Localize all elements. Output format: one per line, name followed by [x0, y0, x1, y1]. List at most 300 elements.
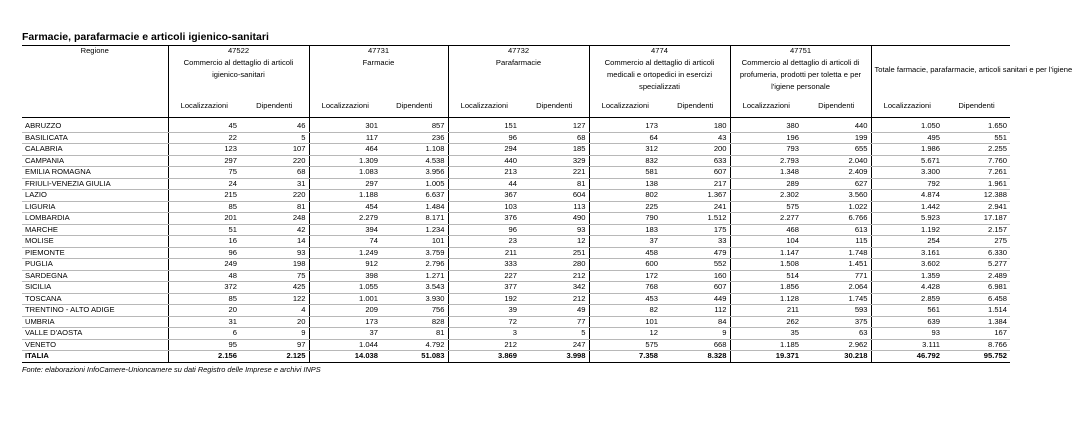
- localizzazioni-cell: 151: [448, 121, 520, 132]
- localizzazioni-cell: 1.128: [730, 293, 802, 305]
- subheader-dipendenti: Dipendenti: [802, 94, 871, 118]
- localizzazioni-cell: 138: [589, 178, 661, 190]
- dipendenti-cell: 212: [520, 270, 589, 282]
- header-row-codes: [22, 46, 1010, 57]
- localizzazioni-cell: 72: [448, 316, 520, 328]
- dipendenti-cell: 175: [661, 224, 730, 236]
- localizzazioni-cell: 575: [589, 339, 661, 351]
- localizzazioni-cell: 39: [448, 305, 520, 317]
- dipendenti-cell: 115: [802, 236, 871, 248]
- region-cell: TRENTINO - ALTO ADIGE: [22, 305, 168, 317]
- localizzazioni-cell: 380: [730, 121, 802, 132]
- localizzazioni-cell: 95: [168, 339, 240, 351]
- localizzazioni-cell: 600: [589, 259, 661, 271]
- dipendenti-cell: 2.796: [381, 259, 448, 271]
- dipendenti-cell: 1.650: [943, 121, 1010, 132]
- dipendenti-cell: 12: [520, 236, 589, 248]
- localizzazioni-cell: 792: [871, 178, 943, 190]
- dipendenti-cell: 241: [661, 201, 730, 213]
- footnote: Fonte: elaborazioni InfoCamere-Unioncamere su dati Registro delle Imprese e archivi INPS: [22, 364, 321, 374]
- dipendenti-cell: 180: [661, 121, 730, 132]
- localizzazioni-cell: 5.671: [871, 155, 943, 167]
- dipendenti-cell: 51.083: [381, 351, 448, 363]
- localizzazioni-cell: 37: [589, 236, 661, 248]
- localizzazioni-cell: 377: [448, 282, 520, 294]
- localizzazioni-cell: 294: [448, 144, 520, 156]
- table-row: [22, 121, 1010, 132]
- dipendenti-cell: 63: [802, 328, 871, 340]
- localizzazioni-cell: 117: [309, 132, 381, 144]
- table-row: [22, 155, 1010, 167]
- localizzazioni-cell: 101: [589, 316, 661, 328]
- subheader-localizzazioni: Localizzazioni: [589, 94, 661, 118]
- dipendenti-cell: 2.941: [943, 201, 1010, 213]
- region-cell: LOMBARDIA: [22, 213, 168, 225]
- dipendenti-cell: 5.277: [943, 259, 1010, 271]
- dipendenti-cell: 4: [240, 305, 309, 317]
- localizzazioni-cell: 289: [730, 178, 802, 190]
- localizzazioni-cell: 2.793: [730, 155, 802, 167]
- region-cell: PUGLIA: [22, 259, 168, 271]
- region-cell: TOSCANA: [22, 293, 168, 305]
- region-cell: BASILICATA: [22, 132, 168, 144]
- dipendenti-cell: 771: [802, 270, 871, 282]
- dipendenti-cell: 1.384: [943, 316, 1010, 328]
- localizzazioni-cell: 1.185: [730, 339, 802, 351]
- localizzazioni-cell: 581: [589, 167, 661, 179]
- localizzazioni-cell: 2.156: [168, 351, 240, 363]
- description-header: Commercio al dettaglio di articoli medicali e ortopedici in esercizi specializzati: [589, 56, 730, 94]
- localizzazioni-cell: 790: [589, 213, 661, 225]
- localizzazioni-cell: 1.192: [871, 224, 943, 236]
- localizzazioni-cell: 1.442: [871, 201, 943, 213]
- localizzazioni-cell: 2.302: [730, 190, 802, 202]
- dipendenti-cell: 101: [381, 236, 448, 248]
- region-cell: CAMPANIA: [22, 155, 168, 167]
- dipendenti-cell: 1.451: [802, 259, 871, 271]
- localizzazioni-cell: 440: [448, 155, 520, 167]
- total-header: Totale farmacie, parafarmacie, articoli sanitari e per l'igiene: [871, 46, 1010, 95]
- dipendenti-cell: 127: [520, 121, 589, 132]
- localizzazioni-cell: 5.923: [871, 213, 943, 225]
- localizzazioni-cell: 209: [309, 305, 381, 317]
- region-cell: UMBRIA: [22, 316, 168, 328]
- localizzazioni-cell: 227: [448, 270, 520, 282]
- dipendenti-cell: 81: [381, 328, 448, 340]
- localizzazioni-cell: 398: [309, 270, 381, 282]
- dipendenti-cell: 198: [240, 259, 309, 271]
- localizzazioni-cell: 225: [589, 201, 661, 213]
- subheader-localizzazioni: Localizzazioni: [730, 94, 802, 118]
- table-row: [22, 213, 1010, 225]
- dipendenti-cell: 2.962: [802, 339, 871, 351]
- dipendenti-cell: 30.218: [802, 351, 871, 363]
- localizzazioni-cell: 75: [168, 167, 240, 179]
- header-row-subheaders: [22, 94, 1010, 118]
- subheader-dipendenti: Dipendenti: [240, 94, 309, 118]
- region-cell: LIGURIA: [22, 201, 168, 213]
- localizzazioni-cell: 103: [448, 201, 520, 213]
- table-row: [22, 167, 1010, 179]
- localizzazioni-cell: 458: [589, 247, 661, 259]
- dipendenti-cell: 75: [240, 270, 309, 282]
- localizzazioni-cell: 3.161: [871, 247, 943, 259]
- localizzazioni-cell: 454: [309, 201, 381, 213]
- dipendenti-cell: 607: [661, 282, 730, 294]
- localizzazioni-cell: 1.083: [309, 167, 381, 179]
- dipendenti-cell: 217: [661, 178, 730, 190]
- table-row: [22, 132, 1010, 144]
- localizzazioni-cell: 1.188: [309, 190, 381, 202]
- dipendenti-cell: 199: [802, 132, 871, 144]
- dipendenti-cell: 81: [520, 178, 589, 190]
- localizzazioni-cell: 93: [871, 328, 943, 340]
- table-row: [22, 247, 1010, 259]
- localizzazioni-cell: 173: [309, 316, 381, 328]
- dipendenti-cell: 43: [661, 132, 730, 144]
- dipendenti-cell: 9: [240, 328, 309, 340]
- dipendenti-cell: 212: [520, 293, 589, 305]
- localizzazioni-cell: 254: [871, 236, 943, 248]
- dipendenti-cell: 42: [240, 224, 309, 236]
- table-row: [22, 236, 1010, 248]
- localizzazioni-cell: 192: [448, 293, 520, 305]
- dipendenti-cell: 9: [661, 328, 730, 340]
- localizzazioni-cell: 394: [309, 224, 381, 236]
- dipendenti-cell: 7.760: [943, 155, 1010, 167]
- table-row: [22, 224, 1010, 236]
- region-cell: MOLISE: [22, 236, 168, 248]
- dipendenti-cell: 3.930: [381, 293, 448, 305]
- localizzazioni-cell: 20: [168, 305, 240, 317]
- dipendenti-cell: 1.961: [943, 178, 1010, 190]
- localizzazioni-cell: 74: [309, 236, 381, 248]
- localizzazioni-cell: 575: [730, 201, 802, 213]
- dipendenti-cell: 668: [661, 339, 730, 351]
- localizzazioni-cell: 301: [309, 121, 381, 132]
- localizzazioni-cell: 1.050: [871, 121, 943, 132]
- dipendenti-cell: 1.512: [661, 213, 730, 225]
- subheader-dipendenti: Dipendenti: [520, 94, 589, 118]
- dipendenti-cell: 6.637: [381, 190, 448, 202]
- table-row: [22, 339, 1010, 351]
- dipendenti-cell: 551: [943, 132, 1010, 144]
- table-row: [22, 270, 1010, 282]
- localizzazioni-cell: 912: [309, 259, 381, 271]
- table-row: [22, 190, 1010, 202]
- dipendenti-cell: 84: [661, 316, 730, 328]
- table-row: [22, 328, 1010, 340]
- dipendenti-cell: 1.022: [802, 201, 871, 213]
- subheader-localizzazioni: Localizzazioni: [168, 94, 240, 118]
- dipendenti-cell: 113: [520, 201, 589, 213]
- dipendenti-cell: 95.752: [943, 351, 1010, 363]
- dipendenti-cell: 490: [520, 213, 589, 225]
- dipendenti-cell: 449: [661, 293, 730, 305]
- code-header: 47522: [168, 46, 309, 57]
- subheader-dipendenti: Dipendenti: [661, 94, 730, 118]
- localizzazioni-cell: 7.358: [589, 351, 661, 363]
- dipendenti-cell: 2.157: [943, 224, 1010, 236]
- localizzazioni-cell: 12: [589, 328, 661, 340]
- localizzazioni-cell: 35: [730, 328, 802, 340]
- localizzazioni-cell: 196: [730, 132, 802, 144]
- dipendenti-cell: 77: [520, 316, 589, 328]
- dipendenti-cell: 479: [661, 247, 730, 259]
- localizzazioni-cell: 44: [448, 178, 520, 190]
- dipendenti-cell: 1.108: [381, 144, 448, 156]
- localizzazioni-cell: 48: [168, 270, 240, 282]
- dipendenti-cell: 247: [520, 339, 589, 351]
- localizzazioni-cell: 31: [168, 316, 240, 328]
- subheader-dipendenti: Dipendenti: [381, 94, 448, 118]
- dipendenti-cell: 828: [381, 316, 448, 328]
- dipendenti-cell: 329: [520, 155, 589, 167]
- localizzazioni-cell: 464: [309, 144, 381, 156]
- dipendenti-cell: 1.234: [381, 224, 448, 236]
- code-header: 47732: [448, 46, 589, 57]
- dipendenti-cell: 607: [661, 167, 730, 179]
- localizzazioni-cell: 561: [871, 305, 943, 317]
- dipendenti-cell: 221: [520, 167, 589, 179]
- dipendenti-cell: 425: [240, 282, 309, 294]
- localizzazioni-cell: 249: [168, 259, 240, 271]
- localizzazioni-cell: 2.277: [730, 213, 802, 225]
- table-row: [22, 201, 1010, 213]
- dipendenti-cell: 8.766: [943, 339, 1010, 351]
- localizzazioni-cell: 3.111: [871, 339, 943, 351]
- localizzazioni-cell: 1.249: [309, 247, 381, 259]
- localizzazioni-cell: 2.859: [871, 293, 943, 305]
- localizzazioni-cell: 82: [589, 305, 661, 317]
- dipendenti-cell: 5: [240, 132, 309, 144]
- dipendenti-cell: 49: [520, 305, 589, 317]
- localizzazioni-cell: 19.371: [730, 351, 802, 363]
- region-cell: ABRUZZO: [22, 121, 168, 132]
- region-cell: VENETO: [22, 339, 168, 351]
- dipendenti-cell: 3.956: [381, 167, 448, 179]
- description-header: Farmacie: [309, 56, 448, 94]
- region-cell: MARCHE: [22, 224, 168, 236]
- localizzazioni-cell: 372: [168, 282, 240, 294]
- localizzazioni-cell: 64: [589, 132, 661, 144]
- localizzazioni-cell: 45: [168, 121, 240, 132]
- dipendenti-cell: 7.261: [943, 167, 1010, 179]
- localizzazioni-cell: 376: [448, 213, 520, 225]
- data-table: [22, 45, 1072, 363]
- localizzazioni-cell: 201: [168, 213, 240, 225]
- dipendenti-cell: 375: [802, 316, 871, 328]
- dipendenti-cell: 756: [381, 305, 448, 317]
- subheader-localizzazioni: Localizzazioni: [871, 94, 943, 118]
- localizzazioni-cell: 367: [448, 190, 520, 202]
- localizzazioni-cell: 172: [589, 270, 661, 282]
- table-row: [22, 305, 1010, 317]
- dipendenti-cell: 97: [240, 339, 309, 351]
- table-row: [22, 259, 1010, 271]
- dipendenti-cell: 6.766: [802, 213, 871, 225]
- localizzazioni-cell: 3.602: [871, 259, 943, 271]
- localizzazioni-cell: 802: [589, 190, 661, 202]
- dipendenti-cell: 12.388: [943, 190, 1010, 202]
- table-row: [22, 282, 1010, 294]
- dipendenti-cell: 31: [240, 178, 309, 190]
- dipendenti-cell: 1.748: [802, 247, 871, 259]
- dipendenti-cell: 280: [520, 259, 589, 271]
- dipendenti-cell: 604: [520, 190, 589, 202]
- dipendenti-cell: 1.484: [381, 201, 448, 213]
- localizzazioni-cell: 1.986: [871, 144, 943, 156]
- subheader-dipendenti: Dipendenti: [943, 94, 1010, 118]
- dipendenti-cell: 6.458: [943, 293, 1010, 305]
- table-row: [22, 144, 1010, 156]
- localizzazioni-cell: 173: [589, 121, 661, 132]
- dipendenti-cell: 81: [240, 201, 309, 213]
- localizzazioni-cell: 297: [168, 155, 240, 167]
- dipendenti-cell: 46: [240, 121, 309, 132]
- table-row: [22, 293, 1010, 305]
- localizzazioni-cell: 211: [730, 305, 802, 317]
- region-header: Regione: [22, 46, 168, 57]
- localizzazioni-cell: 3.869: [448, 351, 520, 363]
- description-header: Commercio al dettaglio di articoli igienico-sanitari: [168, 56, 309, 94]
- localizzazioni-cell: 96: [448, 132, 520, 144]
- localizzazioni-cell: 1.147: [730, 247, 802, 259]
- dipendenti-cell: 857: [381, 121, 448, 132]
- localizzazioni-cell: 212: [448, 339, 520, 351]
- localizzazioni-cell: 1.001: [309, 293, 381, 305]
- dipendenti-cell: 613: [802, 224, 871, 236]
- dipendenti-cell: 655: [802, 144, 871, 156]
- header-row-descriptions: [22, 56, 1010, 94]
- region-cell: SICILIA: [22, 282, 168, 294]
- localizzazioni-cell: 85: [168, 293, 240, 305]
- localizzazioni-cell: 3: [448, 328, 520, 340]
- region-cell: CALABRIA: [22, 144, 168, 156]
- dipendenti-cell: 200: [661, 144, 730, 156]
- localizzazioni-cell: 262: [730, 316, 802, 328]
- dipendenti-cell: 1.367: [661, 190, 730, 202]
- dipendenti-cell: 185: [520, 144, 589, 156]
- dipendenti-cell: 6.330: [943, 247, 1010, 259]
- dipendenti-cell: 4.538: [381, 155, 448, 167]
- localizzazioni-cell: 1.055: [309, 282, 381, 294]
- subheader-localizzazioni: Localizzazioni: [309, 94, 381, 118]
- dipendenti-cell: 107: [240, 144, 309, 156]
- dipendenti-cell: 552: [661, 259, 730, 271]
- dipendenti-cell: 2.255: [943, 144, 1010, 156]
- subheader-localizzazioni: Localizzazioni: [448, 94, 520, 118]
- dipendenti-cell: 122: [240, 293, 309, 305]
- dipendenti-cell: 5: [520, 328, 589, 340]
- dipendenti-cell: 3.759: [381, 247, 448, 259]
- localizzazioni-cell: 1.856: [730, 282, 802, 294]
- dipendenti-cell: 342: [520, 282, 589, 294]
- dipendenti-cell: 220: [240, 190, 309, 202]
- region-header-spacer: [22, 56, 168, 94]
- dipendenti-cell: 248: [240, 213, 309, 225]
- report-sheet: [22, 31, 1072, 374]
- dipendenti-cell: 2.064: [802, 282, 871, 294]
- localizzazioni-cell: 96: [168, 247, 240, 259]
- region-cell: LAZIO: [22, 190, 168, 202]
- localizzazioni-cell: 768: [589, 282, 661, 294]
- localizzazioni-cell: 211: [448, 247, 520, 259]
- dipendenti-cell: 6.981: [943, 282, 1010, 294]
- localizzazioni-cell: 4.428: [871, 282, 943, 294]
- localizzazioni-cell: 793: [730, 144, 802, 156]
- localizzazioni-cell: 123: [168, 144, 240, 156]
- dipendenti-cell: 2.409: [802, 167, 871, 179]
- localizzazioni-cell: 4.874: [871, 190, 943, 202]
- localizzazioni-cell: 46.792: [871, 351, 943, 363]
- localizzazioni-cell: 23: [448, 236, 520, 248]
- dipendenti-cell: 1.514: [943, 305, 1010, 317]
- dipendenti-cell: 236: [381, 132, 448, 144]
- dipendenti-cell: 4.792: [381, 339, 448, 351]
- total-row: [22, 351, 1010, 363]
- localizzazioni-cell: 6: [168, 328, 240, 340]
- localizzazioni-cell: 213: [448, 167, 520, 179]
- region-cell: FRIULI-VENEZIA GIULIA: [22, 178, 168, 190]
- code-header: 47731: [309, 46, 448, 57]
- localizzazioni-cell: 215: [168, 190, 240, 202]
- region-header-spacer: [22, 94, 168, 118]
- code-header: 47751: [730, 46, 871, 57]
- dipendenti-cell: 93: [520, 224, 589, 236]
- dipendenti-cell: 17.187: [943, 213, 1010, 225]
- localizzazioni-cell: 3.300: [871, 167, 943, 179]
- localizzazioni-cell: 639: [871, 316, 943, 328]
- dipendenti-cell: 14: [240, 236, 309, 248]
- localizzazioni-cell: 1.044: [309, 339, 381, 351]
- table-row: [22, 178, 1010, 190]
- dipendenti-cell: 8.171: [381, 213, 448, 225]
- localizzazioni-cell: 514: [730, 270, 802, 282]
- dipendenti-cell: 68: [520, 132, 589, 144]
- dipendenti-cell: 2.125: [240, 351, 309, 363]
- dipendenti-cell: 8.328: [661, 351, 730, 363]
- localizzazioni-cell: 832: [589, 155, 661, 167]
- localizzazioni-cell: 468: [730, 224, 802, 236]
- localizzazioni-cell: 14.038: [309, 351, 381, 363]
- description-header: Parafarmacie: [448, 56, 589, 94]
- dipendenti-cell: 112: [661, 305, 730, 317]
- localizzazioni-cell: 1.348: [730, 167, 802, 179]
- localizzazioni-cell: 333: [448, 259, 520, 271]
- localizzazioni-cell: 1.309: [309, 155, 381, 167]
- localizzazioni-cell: 453: [589, 293, 661, 305]
- dipendenti-cell: 2.040: [802, 155, 871, 167]
- localizzazioni-cell: 22: [168, 132, 240, 144]
- dipendenti-cell: 220: [240, 155, 309, 167]
- dipendenti-cell: 593: [802, 305, 871, 317]
- dipendenti-cell: 275: [943, 236, 1010, 248]
- table-title: Farmacie, parafarmacie e articoli igienico-sanitari: [22, 31, 269, 43]
- dipendenti-cell: 68: [240, 167, 309, 179]
- dipendenti-cell: 1.271: [381, 270, 448, 282]
- dipendenti-cell: 93: [240, 247, 309, 259]
- region-cell: ITALIA: [22, 351, 168, 363]
- localizzazioni-cell: 1.508: [730, 259, 802, 271]
- dipendenti-cell: 627: [802, 178, 871, 190]
- localizzazioni-cell: 183: [589, 224, 661, 236]
- region-cell: EMILIA ROMAGNA: [22, 167, 168, 179]
- region-cell: PIEMONTE: [22, 247, 168, 259]
- region-cell: SARDEGNA: [22, 270, 168, 282]
- dipendenti-cell: 3.543: [381, 282, 448, 294]
- table-row: [22, 316, 1010, 328]
